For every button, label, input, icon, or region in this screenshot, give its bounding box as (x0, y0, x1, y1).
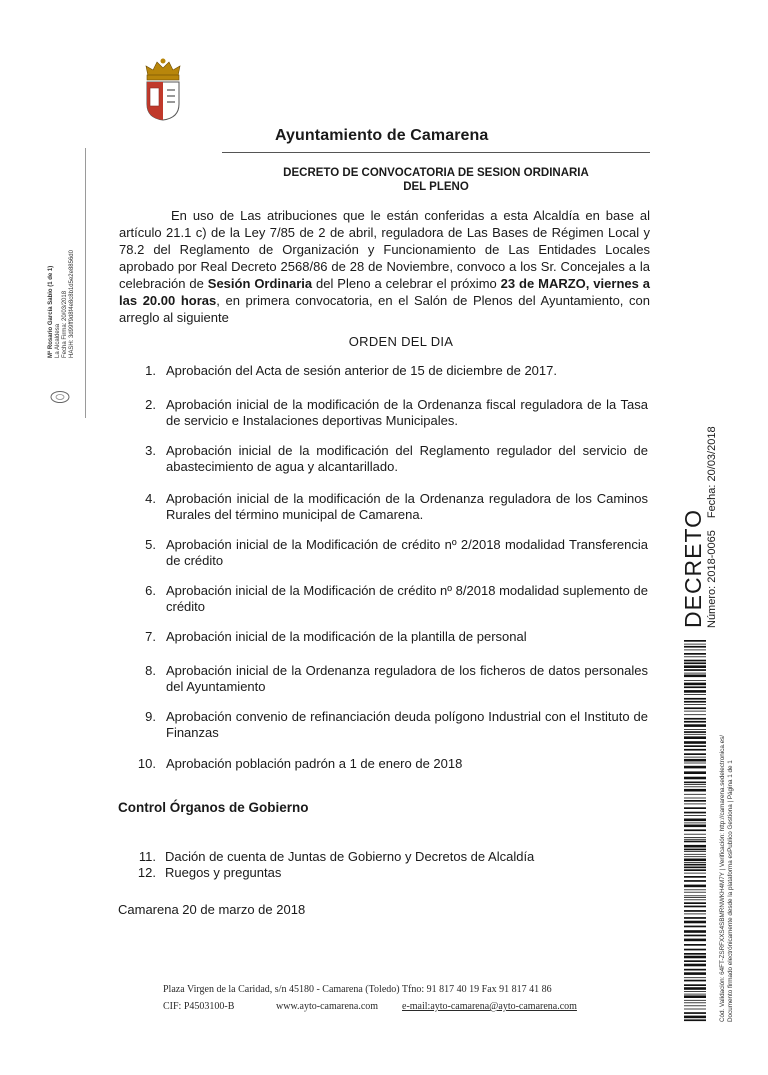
intro-bold-session: Sesión Ordinaria (207, 276, 313, 291)
agenda-item-number: 6. (145, 583, 156, 598)
agenda-item-text: Aprobación inicial de la Modificación de crédito nº 8/2018 modalidad suplemento de crédito (166, 583, 648, 614)
footer (163, 981, 603, 1015)
closing-item-number: 11. (138, 849, 156, 864)
closing-item-text: Dación de cuenta de Juntas de Gobierno y Decretos de Alcaldía (165, 849, 535, 864)
intro-text: En uso de Las atribuciones que le están conferidas a esta Alcaldía en base al artículo 21.1 c) de la Ley 7/85 de 2 de abril, reguladora de Las Bases de Régimen Local y 78.2 del Reglamento de Organización y Funcionamiento de Las Entidades Locales aprobado por Real Decreto 2568/86 de 28 de Noviembre, convoco a los Sr. Concejales a la celebración de (119, 208, 650, 291)
footer-cif: CIF: P4503100-B (163, 1001, 235, 1012)
agenda-heading-text: ORDEN DEL DIA (348, 334, 454, 349)
barcode-icon (684, 640, 706, 1022)
signature-signer: Mª Rosario García Sabio (1 de 1) (48, 265, 54, 358)
signature-stamp (48, 250, 76, 358)
closing-item-number: 12. (137, 865, 156, 880)
decree-title-line: DEL PLENO (403, 181, 469, 193)
decree-title-line: DECRETO DE CONVOCATORIA DE SESION ORDINARIA (283, 167, 589, 179)
agenda-item-text: Aprobación inicial de la modificación del Reglamento regulador del servicio de abastecimiento de agua y alcantarillado. (166, 443, 648, 474)
signature-hash: HASH: 3d99ff9d8f4e8c8b1d5e2e8856d0 (69, 250, 75, 358)
agenda-item-number: 4. (145, 491, 156, 506)
agenda-item-number: 10. (137, 756, 156, 771)
header-rule (222, 152, 650, 153)
agenda-item-number: 2. (145, 397, 156, 412)
agenda-item-text: Aprobación inicial de la Modificación de crédito nº 2/2018 modalidad Transferencia de crédito (166, 537, 648, 568)
decreto-number: Número: 2018-0065 (706, 530, 718, 628)
footer-website-link[interactable]: www.ayto-camarena.com (276, 1001, 379, 1012)
section-heading: Control Órganos de Gobierno (118, 800, 309, 815)
signature-date: Fecha Firma: 20/03/2018 (62, 290, 68, 358)
agenda-item-number: 8. (145, 663, 156, 678)
signature-role: La Alcaldesa (55, 323, 61, 358)
place-date-line: Camarena 20 de marzo de 2018 (118, 902, 306, 917)
footer-address: Plaza Virgen de la Caridad, s/n 45180 - Camarena (Toledo) Tfno: 91 817 40 19 Fax 91 817 41 86 (163, 984, 552, 995)
verification-code: Cód. Validación: 64FT-ZSRFXXS4SBMRNWKH4M7Y | Verificación: http://camarena.sedelectronica.es/ (719, 735, 726, 1022)
footer-email-link[interactable]: e-mail:ayto-camarena@ayto-camarena.com (402, 1001, 577, 1012)
agenda-item-text: Aprobación población padrón a 1 de enero de 2018 (166, 756, 463, 771)
decreto-label: DECRETO (680, 508, 706, 628)
decreto-date: Fecha: 20/03/2018 (706, 426, 718, 519)
agenda-item-number: 1. (145, 363, 156, 378)
intro-text: , en primera convocatoria, en el Salón de Plenos del Ayuntamiento, con arreglo al siguiente (119, 293, 650, 325)
intro-paragraph (119, 207, 650, 326)
agenda-item-number: 5. (145, 537, 156, 552)
organization-title: Ayuntamiento de Camarena (275, 127, 489, 144)
agenda-item-text: Aprobación del Acta de sesión anterior de 15 de diciembre de 2017. (166, 363, 557, 378)
verification-platform: Documento firmado electrónicamente desde la plataforma esPublico Gestiona | Página 1 de 1 (727, 760, 734, 1022)
decreto-info (706, 426, 718, 628)
signature-seal-icon (49, 390, 71, 404)
intro-bold-date: 23 de MARZO, viernes a las 20.00 horas (119, 276, 650, 308)
closing-item (120, 849, 652, 865)
agenda-item-text: Aprobación inicial de la Ordenanza reguladora de los ficheros de datos personales del Ayuntamiento (166, 663, 648, 694)
footer-contact-row (163, 998, 603, 1015)
agenda-item-number: 9. (145, 709, 156, 724)
agenda-item-number: 3. (145, 443, 156, 458)
agenda-item-text: Aprobación inicial de la modificación de la plantilla de personal (166, 629, 527, 644)
agenda-item-number: 7. (145, 629, 156, 644)
agenda-item-text: Aprobación inicial de la modificación de la Ordenanza reguladora de los Caminos Rurales del término municipal de Camarena. (166, 491, 648, 522)
closing-item-text: Ruegos y preguntas (165, 865, 282, 880)
agenda-item-text: Aprobación inicial de la modificación de la Ordenanza fiscal reguladora de la Tasa de servicio e Instalaciones deportivas Municipales. (166, 397, 648, 428)
intro-text: del Pleno a celebrar el próximo (312, 276, 501, 291)
municipal-crest-icon (140, 56, 186, 122)
agenda-item-text: Aprobación convenio de refinanciación deuda polígono Industrial con el Instituto de Finanzas (166, 709, 648, 740)
decree-title (222, 166, 650, 194)
closing-item (120, 865, 652, 881)
verification-text (719, 735, 735, 1022)
closing-list (120, 849, 652, 881)
agenda-heading (0, 334, 768, 349)
